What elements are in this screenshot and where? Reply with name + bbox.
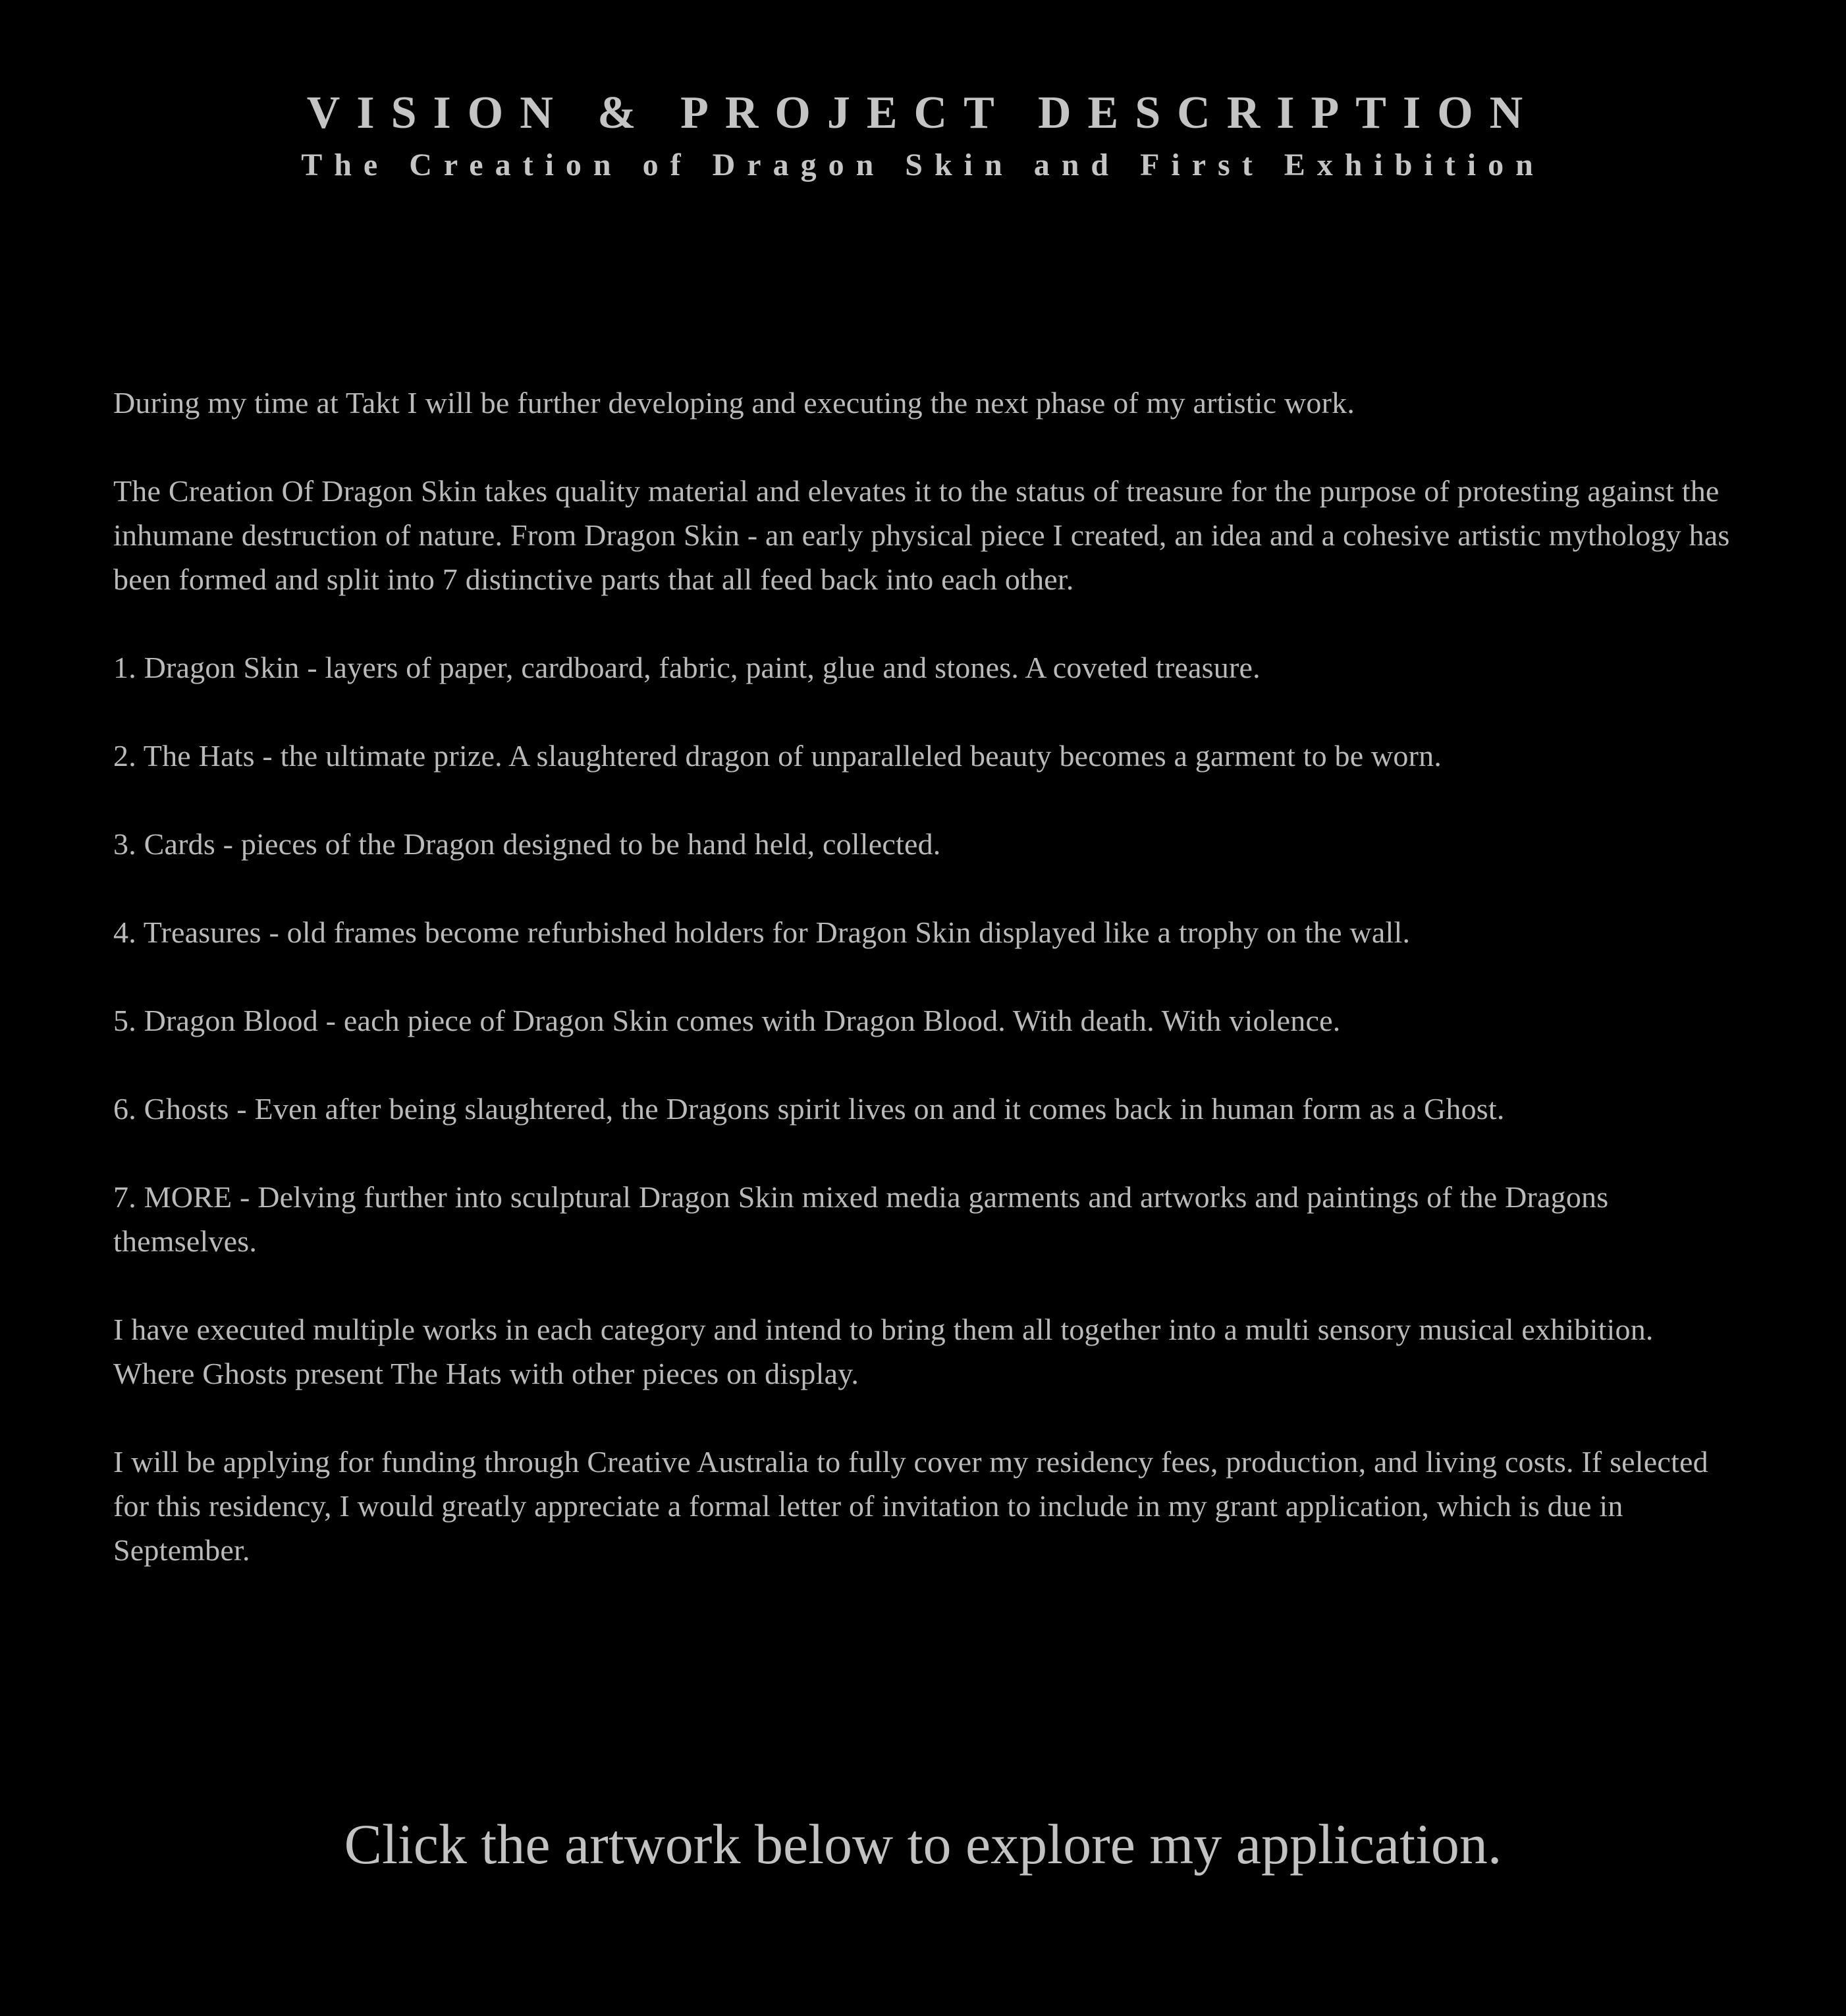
list-item-dragon-skin: 1. Dragon Skin - layers of paper, cardboard, fabric, paint, glue and stones. A coveted treasure. (113, 651, 1261, 684)
paragraph-exhibition: I have executed multiple works in each category and intend to bring them all together into a multi sensory musical exhibition. Where Ghosts present The Hats with other pieces on display. (113, 1313, 1654, 1390)
page-subtitle: The Creation of Dragon Skin and First Exhibition (301, 148, 1545, 182)
list-item-treasures: 4. Treasures - old frames become refurbished holders for Dragon Skin displayed like a trophy on the wall. (113, 915, 1411, 949)
list-item-dragon-blood: 5. Dragon Blood - each piece of Dragon Skin comes with Dragon Blood. With death. With violence. (113, 1004, 1341, 1037)
header (0, 86, 1846, 184)
project-description (113, 381, 1740, 1616)
list-item-ghosts: 6. Ghosts - Even after being slaughtered, the Dragons spirit lives on and it comes back in human form as a Ghost. (113, 1092, 1505, 1126)
explore-application-prompt: Click the artwork below to explore my application. (344, 1812, 1502, 1876)
paragraph-overview: The Creation Of Dragon Skin takes quality material and elevates it to the status of treasure for the purpose of protesting against the inhumane destruction of nature. From Dragon Skin - an early physical piece I created, an idea and a cohesive artistic mythology has been formed and split into 7 distinctive parts that all feed back into each other. (113, 474, 1730, 596)
list-item-more: 7. MORE - Delving further into sculptural Dragon Skin mixed media garments and artworks and paintings of the Dragons themselves. (113, 1180, 1609, 1258)
list-item-the-hats: 2. The Hats - the ultimate prize. A slaughtered dragon of unparalleled beauty becomes a garment to be worn. (113, 739, 1442, 773)
list-item-cards: 3. Cards - pieces of the Dragon designed to be hand held, collected. (113, 827, 941, 861)
page-title: VISION & PROJECT DESCRIPTION (306, 88, 1540, 138)
paragraph-intro: During my time at Takt I will be further developing and executing the next phase of my artistic work. (113, 386, 1355, 420)
paragraph-funding: I will be applying for funding through Creative Australia to fully cover my residency fees, production, and living costs. If selected for this residency, I would greatly appreciate a formal letter of invitation to include in my grant application, which is due in September. (113, 1445, 1708, 1567)
